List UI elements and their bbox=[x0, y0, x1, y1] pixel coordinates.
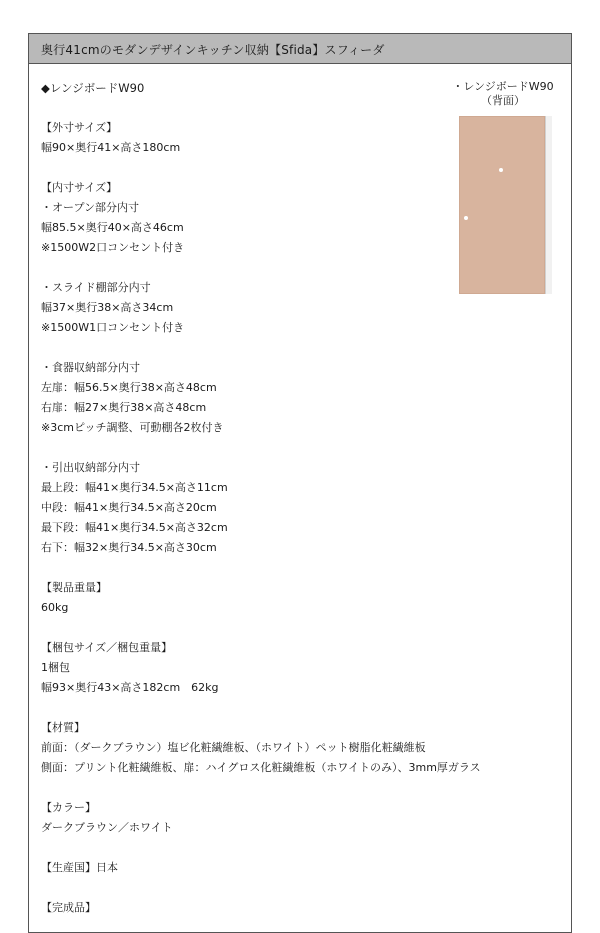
spec-line: 左扉：幅56.5×奥行38×高さ48cm bbox=[41, 381, 217, 394]
spec-line: 60kg bbox=[41, 601, 69, 614]
panel-title: 奥行41cmのモダンデザインキッチン収納【Sfida】スフィーダ bbox=[41, 43, 385, 57]
spec-section-assembled bbox=[41, 898, 461, 918]
spec-line: ダークブラウン／ホワイト bbox=[41, 821, 173, 834]
spec-line: 幅85.5×奥行40×高さ46cm bbox=[41, 221, 184, 234]
spec-section-drawers bbox=[41, 458, 461, 558]
spec-line: 右下：幅32×奥行34.5×高さ30cm bbox=[41, 541, 217, 554]
spec-subheading: ・食器収納部分内寸 bbox=[41, 361, 140, 374]
spec-heading: 【生産国】日本 bbox=[41, 861, 118, 874]
spec-section-origin bbox=[41, 858, 461, 878]
spec-subheading: ・スライド棚部分内寸 bbox=[41, 281, 151, 294]
spec-section-dish-storage bbox=[41, 358, 461, 438]
spec-section-color bbox=[41, 798, 461, 838]
cabinet-back-panel bbox=[459, 116, 545, 294]
spec-line: 中段：幅41×奥行34.5×高さ20cm bbox=[41, 501, 217, 514]
spec-section-slide-shelf bbox=[41, 278, 461, 338]
spec-heading: 【内寸サイズ】 bbox=[41, 181, 118, 194]
spec-section-inner-size bbox=[41, 178, 461, 258]
image-caption-title: ・レンジボードW90 bbox=[452, 80, 554, 93]
spec-line: 最上段：幅41×奥行34.5×高さ11cm bbox=[41, 481, 228, 494]
spec-line: 幅37×奥行38×高さ34cm bbox=[41, 301, 174, 314]
spec-subheading: ・引出収納部分内寸 bbox=[41, 461, 140, 474]
spec-heading: 【外寸サイズ】 bbox=[41, 121, 118, 134]
spec-line: 側面：プリント化粧繊維板、扉：ハイグロス化粧繊維板（ホワイトのみ）、3mm厚ガラス bbox=[41, 761, 481, 774]
spec-panel bbox=[28, 33, 572, 933]
spec-line: ※1500W1口コンセント付き bbox=[41, 321, 185, 334]
spec-section-material bbox=[41, 718, 481, 778]
spec-line: 1梱包 bbox=[41, 661, 70, 674]
image-caption-sub: （背面） bbox=[481, 94, 525, 107]
spec-heading: 【材質】 bbox=[41, 721, 85, 734]
spec-section-package bbox=[41, 638, 461, 698]
spec-section-outer-size bbox=[41, 118, 461, 158]
spec-line: 右扉：幅27×奥行38×高さ48cm bbox=[41, 401, 207, 414]
cabinet-side-panel bbox=[545, 116, 552, 294]
spec-heading: 【製品重量】 bbox=[41, 581, 107, 594]
spec-line: 最下段：幅41×奥行34.5×高さ32cm bbox=[41, 521, 228, 534]
product-name: ◆レンジボードW90 bbox=[41, 81, 145, 95]
spec-line: 幅90×奥行41×高さ180cm bbox=[41, 141, 181, 154]
image-caption bbox=[447, 80, 559, 108]
spec-line: ※1500W2口コンセント付き bbox=[41, 241, 185, 254]
spec-line: 前面：（ダークブラウン）塩ビ化粧繊維板、（ホワイト）ペット樹脂化粧繊維板 bbox=[41, 741, 426, 754]
spec-content bbox=[41, 78, 481, 918]
spec-heading: 【梱包サイズ／梱包重量】 bbox=[41, 641, 173, 654]
spec-line: 幅93×奥行43×高さ182cm 62kg bbox=[41, 681, 219, 694]
cord-hole-icon bbox=[464, 216, 468, 220]
cabinet-back-image bbox=[459, 116, 552, 294]
spec-line: ・オープン部分内寸 bbox=[41, 201, 140, 214]
cord-hole-icon bbox=[499, 168, 503, 172]
spec-line: ※3cmピッチ調整、可動棚各2枚付き bbox=[41, 421, 224, 434]
panel-header bbox=[29, 34, 571, 64]
spec-section-weight bbox=[41, 578, 461, 618]
spec-heading: 【カラー】 bbox=[41, 801, 96, 814]
spec-heading: 【完成品】 bbox=[41, 901, 96, 914]
